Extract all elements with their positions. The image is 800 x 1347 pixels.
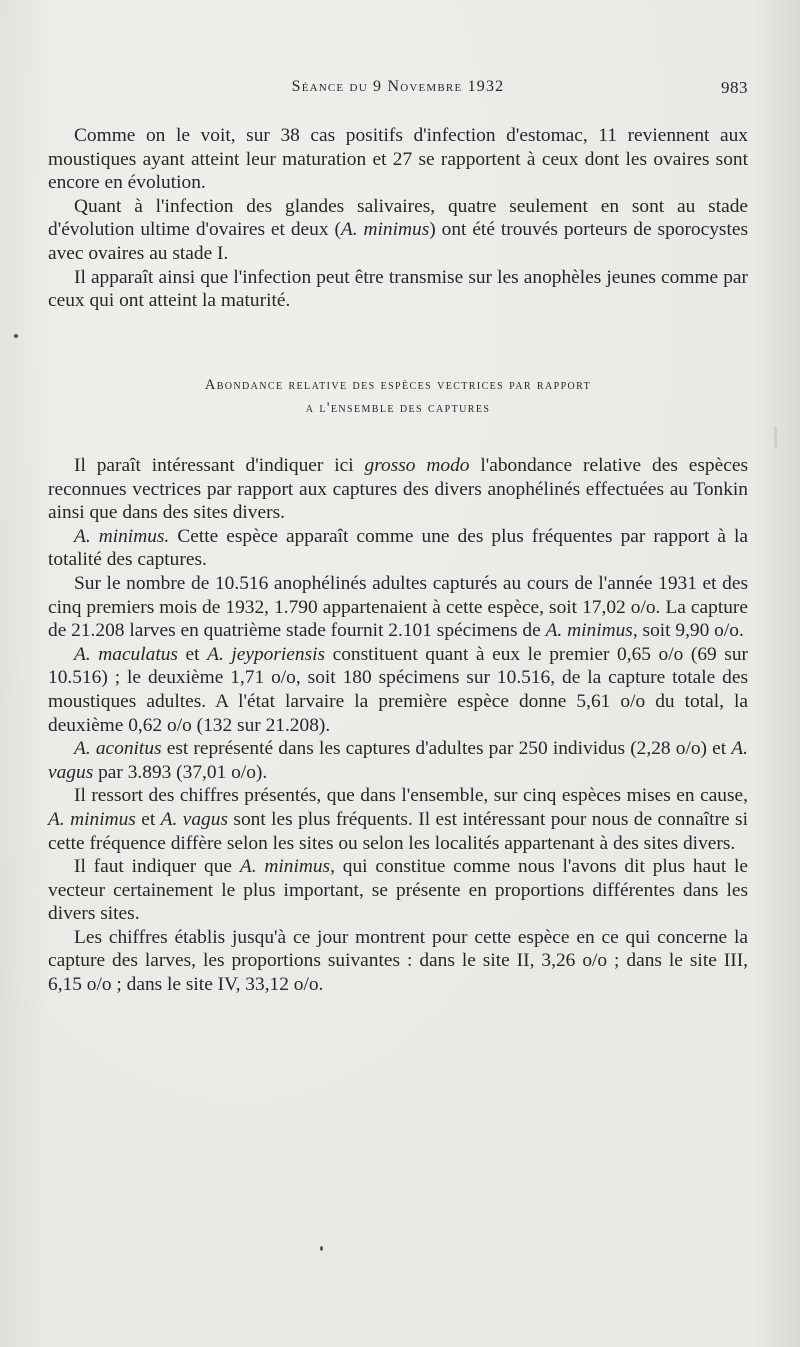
paragraph-larval-proportions: Les chiffres établis jusqu'à ce jour montrent pour cette espèce en ce qui concerne la capture des larves, les proportions suivantes : dans le site II, 3,26 o/o ; dans le site III, 6,15 o/o ; dans le site IV, 33,12 o/o. [48, 926, 748, 996]
paragraph-stomach-infection: Comme on le voit, sur 38 cas positifs d'infection d'estomac, 11 reviennent aux moustiques ayant atteint leur maturation et 27 se rapportent à ceux dont les ovaires sont encore en évolution. [48, 125, 748, 194]
running-header [48, 78, 748, 104]
species-name: A. minimus [239, 856, 331, 878]
species-name: A. maculatus [74, 643, 178, 665]
species-name: A. aconitus [74, 738, 162, 760]
running-title: Séance du 9 Novembre 1932 [291, 78, 505, 95]
print-speck [774, 426, 777, 448]
paragraph-vector-importance: Il faut indiquer que A. minimus, qui constitue comme nous l'avons dit plus haut le vecteur certainement le plus important, se présente en proportions différentes dans les divers sites. [48, 856, 749, 925]
section-heading [48, 374, 748, 420]
paragraph-minimus: A. minimus. Cette espèce apparaît comme une des plus fréquentes par rapport à la totalité des captures. [48, 525, 748, 571]
paragraph-aconitus-vagus: A. aconitus est représenté dans les captures d'adultes par 250 individus (2,28 o/o) et A. vagus par 3.893 (37,01 o/o). [48, 738, 748, 783]
page-number: 983 [721, 78, 748, 97]
print-speck [14, 334, 18, 338]
section-heading-line-1: Abondance relative des espèces vectrices par rapport [204, 377, 592, 393]
species-name: A. minimus. [74, 525, 170, 547]
print-speck [320, 1246, 323, 1251]
species-name: A. minimus [545, 620, 633, 642]
section-heading-line-2: a l'ensemble des captures [305, 400, 491, 416]
species-name: A. jeyporiensis [207, 643, 326, 665]
paragraph-minimus-counts: Sur le nombre de 10.516 anophélinés adultes capturés au cours de l'année 1931 et des cinq premiers mois de 1932, 1.790 appartenaient à cette espèce, soit 17,02 o/o. La capture de 21.208 larves en quatrième stade fournit 2.101 spécimens de A. minimus, soit 9,90 o/o. [48, 572, 748, 642]
paragraph-frequency: Il ressort des chiffres présentés, que dans l'ensemble, sur cinq espèces mises en cause, A. minimus et A. vagus sont les plus fréquents. Il est intéressant pour nous de connaître si cette fréquence diffère selon les sites ou selon les localités appartenant à des sites divers. [48, 785, 748, 854]
paragraph-transmission: Il apparaît ainsi que l'infection peut être transmise sur les anophèles jeunes comme par ceux qui ont atteint la maturité. [48, 266, 748, 312]
text-block-main [48, 454, 748, 997]
text-block-top [48, 124, 748, 313]
paragraph-salivary-infection: Quant à l'infection des glandes salivaires, quatre seulement en sont au stade d'évolution ultime d'ovaires et deux (A. minimus) ont été trouvés porteurs de sporocystes avec ovaires au stade I. [48, 195, 749, 264]
paragraph-intro: Il paraît intéressant d'indiquer ici grosso modo l'abondance relative des espèces reconnues vectrices par rapport aux captures des divers anophélinés effectuées au Tonkin ainsi que dans des sites divers. [48, 455, 748, 524]
species-name: A. vagus [160, 808, 228, 830]
paragraph-maculatus-jeyporiensis: A. maculatus et A. jeyporiensis constituent quant à eux le premier 0,65 o/o (69 sur 10.516) ; le deuxième 1,71 o/o, soit 180 spécimens sur 10.516, de la capture totale des moustiques adultes. A l'état larvaire la première espèce donne 5,61 o/o du total, la deuxième 0,62 o/o (132 sur 21.208). [48, 643, 748, 736]
species-name: A. minimus [340, 219, 430, 241]
species-name: A. minimus [48, 808, 136, 830]
species-name: A. vagus [48, 738, 748, 783]
